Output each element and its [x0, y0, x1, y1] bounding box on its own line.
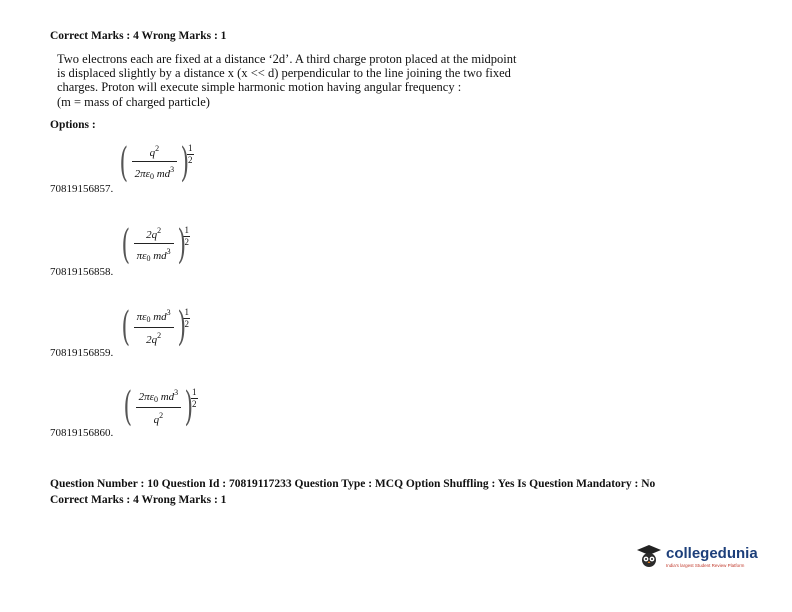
option-3-id[interactable]: 70819156859. [50, 347, 114, 359]
denominator: $2\pi\varepsilon_0$ $md^3$ [134, 165, 175, 181]
option-1-formula [116, 139, 194, 186]
option-3-formula: ( $\frac{\pi\varepsilon_0 md^3}{2q^2}$ ) 1 2 [121, 303, 190, 350]
graduate-owl-icon [636, 543, 662, 569]
logo-wordmark: collegedunia [666, 544, 758, 562]
question-line-3: charges. Proton will execute simple harmonic motion having angular frequency : [57, 80, 462, 94]
marks-footer: Correct Marks : 4 Wrong Marks : 1 [50, 494, 227, 506]
numerator: $q^2$ [149, 144, 160, 159]
fraction [132, 142, 178, 183]
question-meta-line: Question Number : 10 Question Id : 70819117233 Question Type : MCQ Option Shuffling : Yes Is Question Mandatory : No [50, 478, 656, 490]
option-2-formula: ( $\frac{2q^2}{\pi\varepsilon_0 md^3}$ ) 1 2 [121, 221, 190, 268]
option-4-formula: ( $\frac{2\pi\varepsilon_0 md^3}{q^2}$ ) 1 2 [123, 383, 197, 430]
collegedunia-logo[interactable] [636, 543, 758, 569]
left-paren: ( [119, 139, 129, 186]
logo-tagline: India's largest Student Review Platform [666, 562, 745, 568]
question-line-4: (m = mass of charged particle) [57, 95, 210, 109]
option-1-id[interactable]: 70819156857. [50, 183, 114, 195]
options-label: Options : [50, 119, 96, 131]
option-2-id[interactable]: 70819156858. [50, 266, 114, 278]
question-line-1: Two electrons each are fixed at a distance ‘2d’. A third charge proton placed at the midpoint [57, 52, 517, 66]
marks-header: Correct Marks : 4 Wrong Marks : 1 [50, 30, 227, 42]
question-line-2: is displaced slightly by a distance x (x << d) perpendicular to the line joining the two fixed [57, 66, 511, 80]
exponent: 1 2 [188, 143, 193, 165]
option-4-id[interactable]: 70819156860. [50, 427, 114, 439]
right-paren: ) [180, 139, 190, 186]
